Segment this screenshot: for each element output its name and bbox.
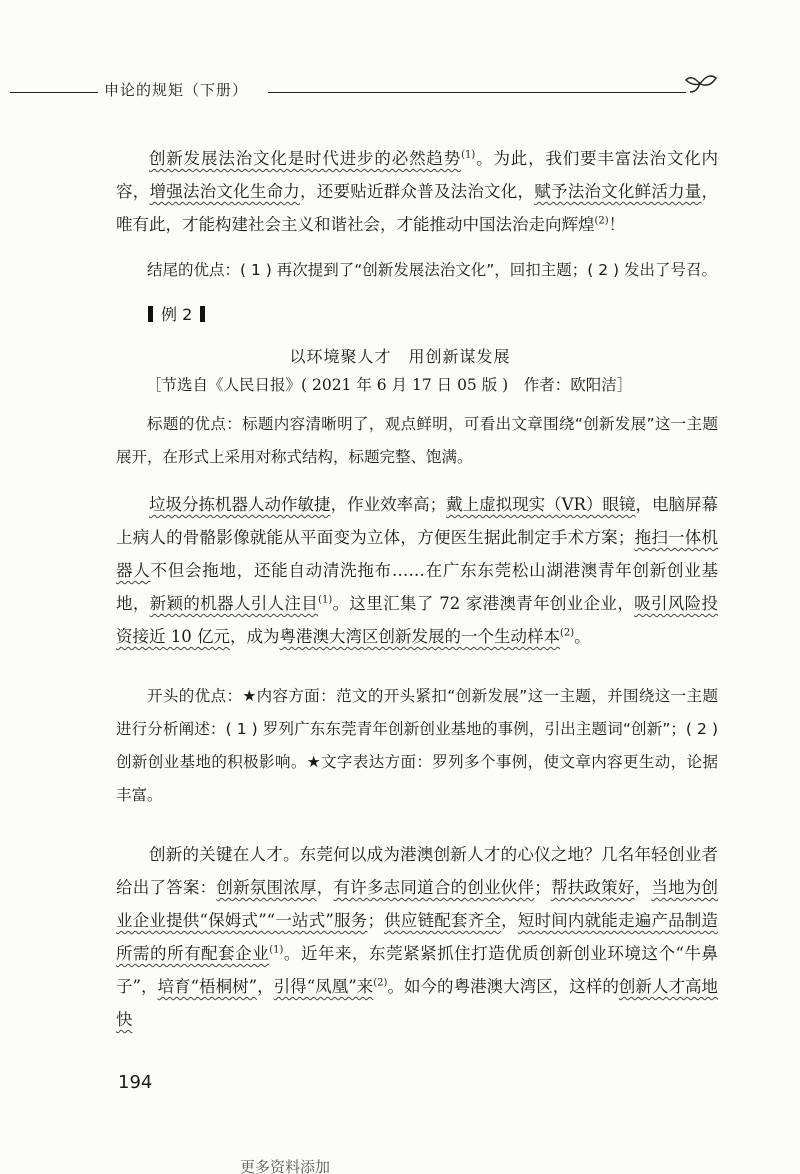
example-marker-right [200,306,205,322]
underlined-phrase: 戴上虚拟现实（VR）眼镜 [446,495,636,514]
underlined-phrase: 吸引风险投资接近 10 亿元 [116,594,719,646]
underlined-phrase: 创新人才高地快 [116,977,719,1029]
note-marker: (2) [560,627,575,639]
underlined-phrase: 创新发展法治文化是时代进步的必然趋势 [149,149,462,168]
paragraph-title-advantages: 标题的优点：标题内容清晰明了，观点鲜明，可看出文章围绕“创新发展”这一主题展开，在形式上采用对称式结构，标题完整、饱满。 [116,415,718,466]
underlined-phrase: 创新氛围浓厚 [216,878,317,897]
underlined-phrase: 帮扶政策好 [550,878,635,897]
header-rule-right [268,92,686,93]
note-marker: (2) [373,977,388,989]
running-header [0,74,800,104]
article-title: 以环境聚人才 用创新谋发展 [289,347,511,366]
sprout-icon [684,72,718,98]
underlined-phrase: 引得“凤凰”来 [273,977,374,996]
example-label: 例 2 [148,302,205,325]
paragraph-conclusion: 创新发展法治文化是时代进步的必然趋势$^{(1)}$。为此，我们要丰富法治文化内容，增强法治文化生命力，还要贴近群众普及法治文化，赋予法治文化鲜活力量，唯有此，才能构建社会主义和谐社会，才能推动中国法治走向辉煌$^{(2)}$！ [116,149,719,234]
underlined-phrase: 当地为创业企业提供“保姆式”“一站式”服务 [116,878,719,930]
header-rule-left [10,92,98,93]
paragraph-ending-advantages: 结尾的优点：( 1 ) 再次提到了“创新发展法治文化”，回扣主题；( 2 ) 发出了号召。 [147,261,718,279]
underlined-phrase: 培育“梧桐树” [157,977,258,996]
source-citation: ［节选自《人民日报》( 2021 年 6 月 17 日 05 版 ) 作者：欧阳洁］ [146,376,633,394]
book-title: 申论的规矩（下册） [104,81,249,99]
underlined-phrase: 赋予法治文化鲜活力量 [534,182,702,201]
note-marker: (1) [318,594,333,606]
note-marker: (2) [594,215,609,227]
note-marker: (1) [461,149,476,161]
paragraph-opening-advantages: 开头的优点：★内容方面：范文的开头紧扣“创新发展”这一主题，并围绕这一主题进行分析阐述：( 1 ) 罗列广东东莞青年创新创业基地的事例，引出主题词“创新”；( 2 ) 创新创业基地的积极影响。★文字表达方面：罗列多个事例，使文章内容更生动，论据丰富。 [116,687,718,804]
page-number: 194 [118,1072,153,1093]
underlined-phrase: 短时间内就能走遍产品制造所需的所有配套企业 [116,911,719,963]
underlined-phrase: 供应链配套齐全 [383,911,502,930]
underlined-phrase: 拖扫一体机器人 [116,528,719,580]
example-marker-left [148,306,153,322]
paragraph-talent: 创新的关键在人才。东莞何以成为港澳创新人才的心仪之地？几名年轻创业者给出了答案：创新氛围浓厚，有许多志同道合的创业伙伴；帮扶政策好，当地为创业企业提供“保姆式”“一站式”服务；供应链配套齐全，短时间内就能走遍产品制造所需的所有配套企业$^{(1)}$。近年来，东莞紧紧抓住打造优质创新创业环境这个“牛鼻子”，培育“梧桐树”，引得“凤凰”来$^{(2)}$。如今的粤港澳大湾区，这样的创新人才高地快 [116,845,719,1029]
underlined-phrase: 有许多志同道合的创业伙伴 [333,878,535,897]
underlined-phrase: 新颖的机器人引人注目 [149,594,319,613]
underlined-phrase: 粤港澳大湾区创新发展的一个生动样本 [279,627,560,646]
note-marker: (1) [269,944,284,956]
paragraph-opening-example: 垃圾分拣机器人动作敏捷，作业效率高；戴上虚拟现实（VR）眼镜，电脑屏幕上病人的骨骼影像就能从平面变为立体，方便医生据此制定手术方案；拖扫一体机器人不但会拖地，还能自动清洗拖布……在广东东莞松山湖港澳青年创新创业基地，新颖的机器人引人注目$^{(1)}$。这里汇集了 72 家港澳青年创业企业，吸引风险投资接近 10 亿元，成为粤港澳大湾区创新发展的一个生动样本$^{(2)}$。 [116,495,719,646]
underlined-phrase: 垃圾分拣机器人动作敏捷 [149,495,331,514]
underlined-phrase: 增强法治文化生命力 [149,182,301,201]
footer-watermark-text: 更多资料添加 [240,1158,331,1174]
